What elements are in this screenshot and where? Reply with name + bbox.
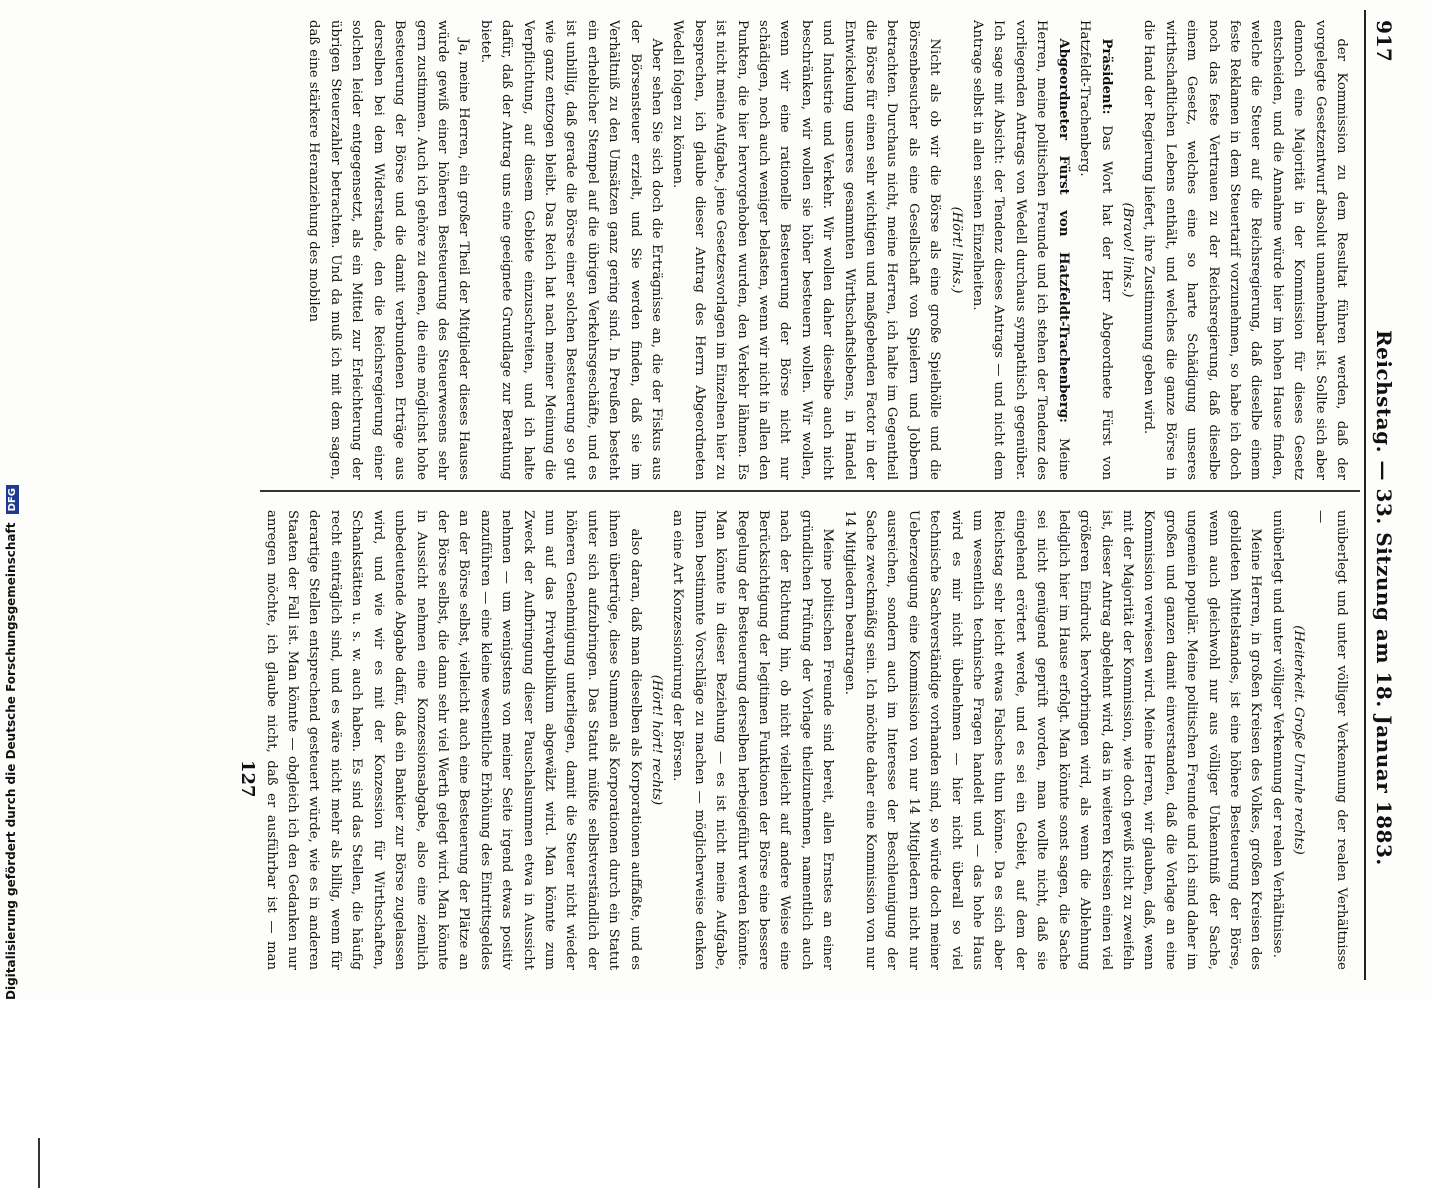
rotated-page: [35, 0, 1400, 990]
header-rule: [1364, 10, 1366, 980]
speaker-paragraph: [967, 20, 1074, 480]
page-number: 917: [1372, 20, 1396, 62]
stage-direction: (Bravo! links.): [1119, 202, 1135, 298]
stage-direction: (Heiterkeit. Große Unruhe rechts): [1291, 625, 1307, 855]
speech-text: Das Wort hat der Herr Abgeordnete Fürst von Hatzfeldt-Trachenberg.: [1077, 20, 1114, 480]
right-paragraph: also daran, daß man dieselben als Korporationen auffaßte, und es ihnen übertrüge, diese Summen als Korporationen durch ein Statut unter sich aufzubringen. Das Statut müßte selbstverständlich der höheren Genehmigung unterliegen, damit die Steuer nicht wieder nun auf das Privatpublikum abgewälzt wird. Man könnte zum Zweck der Aufbringung dieser Pauschalsummen etwa in Aussicht nehmen — um wenigstens von meiner Seite irgend etwas positiv anzuführen — eine kleine wesentliche Erhöhung des Eintrittsgeldes an der Börse selbst, vielleicht auch eine Besteuerung der Plätze an der Börse selbst, die dann sehr viel Werth gelegt wird. Man könnte in Aussicht nehmen eine Konzessionsabgabe, also eine ziemlich unbedeutende Abgabe dafür, daß ein Bankier zur Börse zugelassen wird, und wie wir es mit der Konzession für Wirthschaften, Schankstätten u. s. w. auch haben. Es sind das Stellen, die häufig recht einträglich sind, und es wäre nicht mehr als billig, wenn für derartige Stellen entsprechend gesteuert würde, wie es in anderen Staaten der Fall ist. Man könnte — obgleich ich den Gedanken nur anregen möchte, ich glaube nicht, daß er ausführbar ist — man: [263, 510, 643, 970]
speaker-name: Präsident:: [1098, 38, 1114, 115]
right-paragraph: unüberlegt und unter völliger Verkennung der realen Verhältnisse —: [1312, 510, 1349, 970]
right-paragraph: unüberlegt und unter völliger Verkennung der realen Verhältnisse.: [1269, 510, 1285, 958]
running-head: Reichstag. — 33. Sitzung am 18. Januar 1883.: [1372, 330, 1396, 866]
left-paragraph: Nicht als ob wir die Börse als eine große Spielhölle und die Börsenbesucher als eine Gesellschaft von Spielern und Jobbern betrachten. Durchaus nicht, meine Herren, ich halte im Gegentheil die Börse für einen sehr wichtigen und maßgebenden Factor in der Entwickelung unseres gesammten Wirthschaftslebens, in Handel und Industrie und Verkehr. Wir wollen daher dieselbe auch nicht beschränken, wir wollen sie höher besteuern wollen. Wir wollen, wenn wir eine rationelle Besteuerung der Börse nicht nur schädigen, noch auch weniger belasten, wenn wir nicht in allen den Punkten, die hier hervorgehoben wurden, den Verkehr lähmen. Es ist nicht meine Aufgabe, jene Gesetzesvorlagen im Einzelnen hier zu besprechen, ich glaube dieser Antrag des Herrn Abgeordneten Wedell folgen zu können.: [670, 20, 943, 480]
margin-rule: [38, 1138, 40, 1188]
speaker-name: Abgeordneter Fürst von Hatzfeldt-Trachenberg:: [1055, 38, 1071, 423]
signature-mark: 127: [237, 760, 258, 798]
speaker-paragraph: [1074, 20, 1117, 480]
right-paragraph: Meine politischen Freunde sind bereit, allen Ernstes an einer gründlichen Prüfung der Vorlage theilzunehmen, namentlich auch nach der Richtung hin, ob nicht vielleicht auf andere Weise eine Berücksichtigung der legitimen Funktionen der Börse eine bessere Regelung der Besteuerung derselben herbeigeführt werden könnte. Man könnte in dieser Beziehung — es ist nicht meine Aufgabe, Ihnen bestimmte Vorschläge zu machen — möglicherweise denken an eine Art Konzessionirung der Börsen.: [670, 510, 836, 970]
right-paragraph: Meine Herren, in großen Kreisen des Volkes, großen Kreisen des gebildeten Mittelstandes, ist eine höhere Besteuerung der Börse, wenn auch gleichwohl nur aus völliger Unkenntniß der Sache, ungemein populär. Meine politischen Freunde und ich sind daher im großen und ganzen damit einverstanden, daß die Vorlage an eine Kommission verwiesen wird. Meine Herren, wir glauben, daß, wenn mit der Majorität der Kommission, wie doch gewiß nicht zu zweifeln ist, dieser Antrag abgelehnt wird, das in weiteren Kreisen einen viel größeren Eindruck hervorbringen wird, als wenn die Ablehnung lediglich hier im Hause erfolgt. Man könnte sonst sagen, die Sache sei nicht genügend geprüft worden, man wollte nicht, daß sie eingehend erörtert werde, und es sei ein Gebiet, auf dem der Reichstag sehr leicht etwas Falsches thun könne. Da es sich aber um wesentlich technische Fragen handelt und — das hohe Haus wird es mir nicht übelnehmen — hier nicht überall so viel technische Sachverständige vorhanden sind, so würde doch meiner Ueberzeugung eine Kommission von nur 14 Mitgliedern nicht nur ausreichen, sondern auch im Interesse der Beschleunigung der Sache zweckmäßig sein. Ich möchte daher eine Kommission von nur 14 Mitgliedern beantragen.: [841, 510, 1264, 970]
left-paragraph: Aber sehen Sie sich doch die Erträgnisse an, die der Fiskus aus der Börsensteuer erzielt, und Sie werden finden, daß sie im Verhältniß zu den Umsätzen ganz gering sind. In Preußen besteht ein erheblicher Stempel auf die übrigen Verkehrsgeschäfte, und es ist unbillig, daß gerade die Börse einer solchen Besteuerung so gut wie ganz entzogen bleibt. Das Reich hat nach meiner Meinung die Verpflichtung, auf diesem Gebiete einzuschreiten, und ich halte dafür, daß der Antrag uns eine geeignete Grundlage zur Berathung bietet.: [477, 20, 664, 480]
column-rule: [260, 490, 1360, 492]
left-column: [262, 20, 1352, 480]
speech-text: Meine Herren, meine politischen Freunde und ich stehen der Tendenz des vorliegenden Antrags von Wedell durchaus sympathisch gegenüber. Ich sage mit Absicht: der Tendenz dieses Antrags — und nicht dem Antrage selbst in allen seinen Einzelheiten.: [970, 20, 1071, 480]
stage-direction: (Hört! links.): [948, 206, 964, 294]
stage-direction: (Hört! hört! rechts): [649, 674, 664, 806]
dfg-logo: DFG: [6, 485, 19, 514]
right-column: [262, 510, 1352, 970]
left-paragraph: der Kommission zu dem Resultat führen werden, daß der vorgelegte Gesetzentwurf absolut unannehmbar ist. Sollte sich aber dennoch eine Majorität in der Kommission für dieses Gesetz entscheiden, und die Annahme würde hier im hohen Hause finden, welche die Steuer auf die Reichsregierung, daß dieselbe einem feste Reklamen in dem Steuertarif vorzunehmen, so habe ich doch noch das feste Vertrauen zu der Reichsregierung, daß dieselbe einem Gesetz, welches eine so harte Schädigung unseres wirthschaftlichen Lebens enthält, und welches die ganze Börse in die Hand der Regierung liefert, ihre Zustimmung geben wird.: [1141, 20, 1349, 480]
footer-text: Digitalisierung gefördert durch die Deutsche Forschungsgemeinschaft: [4, 522, 18, 1000]
left-paragraph: Ja, meine Herren, ein großer Theil der Mitglieder dieses Hauses würde gewiß einer höheren Besteuerung des Steuerwesens sehr gern zustimmen. Auch ich gehöre zu denen, die eine möglichst hohe Besteuerung der Börse und die damit verbundenen Erträge aus derselben bei dem Widerstande, den die Reichsregierung einer solchen leider entgegensetzt, als ein Mittel zur Erleichterung der übrigen Steuerzahler betrachten. Und da muß ich mit dem sagen, daß eine stärkere Heranziehung des mobilen: [306, 20, 472, 480]
page-header: [1360, 0, 1400, 990]
digitization-footer: [4, 0, 26, 1000]
